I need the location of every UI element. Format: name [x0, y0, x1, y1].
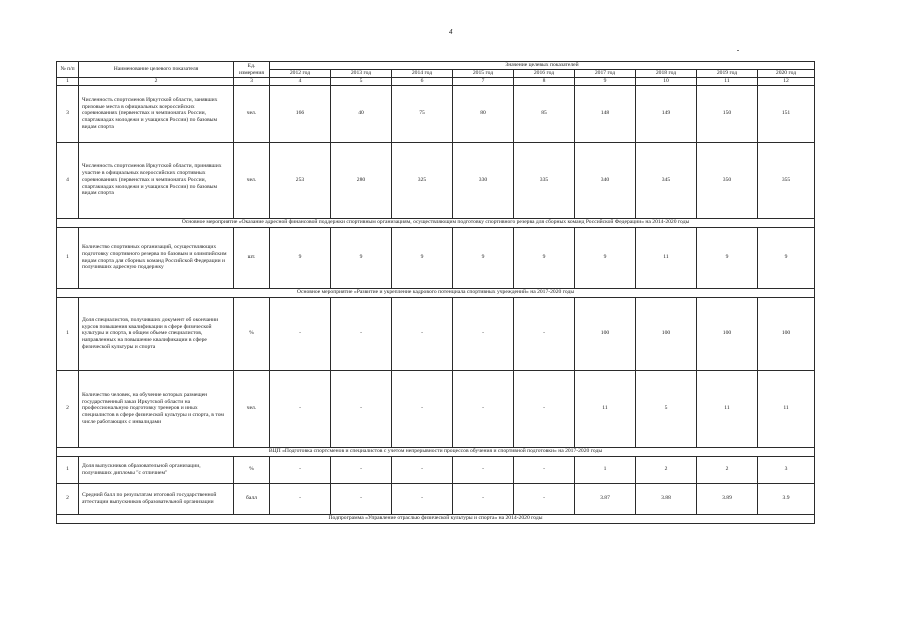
- table-row: [57, 297, 815, 370]
- header-year: 2015 год: [453, 70, 514, 78]
- row-number: 2: [57, 370, 79, 447]
- section-row: [57, 288, 815, 297]
- header-year: 2016 год: [514, 70, 575, 78]
- value-cell: -: [331, 370, 392, 447]
- row-number: 4: [57, 142, 79, 218]
- section-title: ВЦП «Подготовка спортсменов и специалистов с учетом непрерывности процессов обучения и спортивной подготовки» на 2017-2020 годы: [57, 447, 815, 456]
- unit-cell: чел.: [234, 85, 270, 142]
- value-cell: -: [453, 370, 514, 447]
- header-year: 2017 год: [575, 70, 636, 78]
- unit-cell: шт.: [234, 227, 270, 288]
- unit-cell: балл: [234, 483, 270, 514]
- column-numbers-row: [57, 78, 815, 86]
- value-cell: 3.9: [758, 483, 815, 514]
- value-cell: 75: [392, 85, 453, 142]
- value-cell: 9: [758, 227, 815, 288]
- value-cell: 3.88: [636, 483, 697, 514]
- value-cell: -: [331, 297, 392, 370]
- value-cell: 149: [636, 85, 697, 142]
- value-cell: 3.87: [575, 483, 636, 514]
- section-row: [57, 447, 815, 456]
- header-year: 2019 год: [697, 70, 758, 78]
- value-cell: 3: [758, 456, 815, 483]
- value-cell: 148: [575, 85, 636, 142]
- value-cell: -: [453, 456, 514, 483]
- value-cell: 80: [453, 85, 514, 142]
- value-cell: 85: [514, 85, 575, 142]
- unit-cell: чел.: [234, 370, 270, 447]
- indicator-name: Доля специалистов, получивших документ об окончании курсов повышения квалификации в сфере физической культуры и спорта, в общем объеме специалистов, направленных на повышение квалификации в сфере физической культуры и спорта: [79, 297, 234, 370]
- value-cell: 9: [331, 227, 392, 288]
- value-cell: -: [392, 483, 453, 514]
- value-cell: 340: [575, 142, 636, 218]
- column-number: 3: [234, 78, 270, 86]
- value-cell: -: [392, 370, 453, 447]
- value-cell: -: [270, 297, 331, 370]
- indicator-name: Доля выпускников образовательной организации, получивших дипломы "с отличием": [79, 456, 234, 483]
- unit-cell: %: [234, 456, 270, 483]
- column-number: 1: [57, 78, 79, 86]
- table-row: [57, 456, 815, 483]
- header-year: 2013 год: [331, 70, 392, 78]
- row-number: 1: [57, 227, 79, 288]
- column-number: 4: [270, 78, 331, 86]
- header-year: 2014 год: [392, 70, 453, 78]
- target-indicators-table: [56, 61, 815, 524]
- table-row: [57, 227, 815, 288]
- indicator-name: Средний балл по результатам итоговой государственной аттестации выпускников образовательной организации: [79, 483, 234, 514]
- value-cell: -: [514, 483, 575, 514]
- indicator-name: Численность спортсменов Иркутской области, принявших участие в официальных всероссийских спортивных соревнованиях (первенствах и чемпионатах России, спартакиадах молодежи и учащихся России) по базовым видам спорта: [79, 142, 234, 218]
- table-row: [57, 483, 815, 514]
- value-cell: 9: [270, 227, 331, 288]
- scan-speck: [737, 50, 739, 51]
- value-cell: 253: [270, 142, 331, 218]
- section-row: [57, 514, 815, 523]
- value-cell: 9: [575, 227, 636, 288]
- header-num: № п/п: [57, 62, 79, 78]
- value-cell: 9: [392, 227, 453, 288]
- value-cell: -: [453, 297, 514, 370]
- row-number: 1: [57, 297, 79, 370]
- value-cell: 151: [758, 85, 815, 142]
- header-values: Значение целевых показателей: [270, 62, 815, 70]
- value-cell: 335: [514, 142, 575, 218]
- header-unit: Ед. измерения: [234, 62, 270, 78]
- indicator-name: Численность спортсменов Иркутской области, занявших призовые места в официальных всероссийских соревнованиях (первенствах и чемпионатах России, спартакиадах молодежи и учащихся России) по базовым видам спорта: [79, 85, 234, 142]
- header-year: 2020 год: [758, 70, 815, 78]
- value-cell: 355: [758, 142, 815, 218]
- value-cell: 325: [392, 142, 453, 218]
- value-cell: 100: [758, 297, 815, 370]
- header-year: 2018 год: [636, 70, 697, 78]
- section-row: [57, 218, 815, 227]
- unit-cell: чел.: [234, 142, 270, 218]
- value-cell: 100: [575, 297, 636, 370]
- value-cell: 330: [453, 142, 514, 218]
- value-cell: 166: [270, 85, 331, 142]
- value-cell: -: [331, 456, 392, 483]
- value-cell: 3.89: [697, 483, 758, 514]
- section-title: Подпрограмма «Управление отраслью физической культуры и спорта» на 2014-2020 годы: [57, 514, 815, 523]
- value-cell: 11: [758, 370, 815, 447]
- row-number: 1: [57, 456, 79, 483]
- value-cell: 100: [697, 297, 758, 370]
- column-number: 9: [575, 78, 636, 86]
- value-cell: -: [270, 483, 331, 514]
- header-year: 2012 год: [270, 70, 331, 78]
- column-number: 5: [331, 78, 392, 86]
- table-row: [57, 142, 815, 218]
- value-cell: -: [331, 483, 392, 514]
- value-cell: 2: [697, 456, 758, 483]
- value-cell: 9: [514, 227, 575, 288]
- unit-cell: %: [234, 297, 270, 370]
- value-cell: -: [514, 456, 575, 483]
- table-row: [57, 85, 815, 142]
- row-number: 2: [57, 483, 79, 514]
- header-name: Наименование целевого показателя: [79, 62, 234, 78]
- table-body: [57, 85, 815, 523]
- value-cell: 9: [453, 227, 514, 288]
- value-cell: 11: [636, 227, 697, 288]
- value-cell: 2: [636, 456, 697, 483]
- section-title: Основное мероприятие «Развитие и укрепление кадрового потенциала спортивных учреждений» на 2017-2020 годы: [57, 288, 815, 297]
- value-cell: -: [392, 297, 453, 370]
- page-number: 4: [449, 28, 453, 36]
- section-title: Основное мероприятие «Оказание адресной финансовой поддержки спортивным организациям, осуществляющим подготовку спортивного резерва для сборных команд Российской Федерации» на 2014-2020 годы: [57, 218, 815, 227]
- value-cell: 9: [697, 227, 758, 288]
- column-number: 10: [636, 78, 697, 86]
- table-row: [57, 370, 815, 447]
- value-cell: 40: [331, 85, 392, 142]
- value-cell: 11: [697, 370, 758, 447]
- header-row-top: [57, 62, 815, 70]
- value-cell: -: [514, 370, 575, 447]
- value-cell: 350: [697, 142, 758, 218]
- column-number: 8: [514, 78, 575, 86]
- value-cell: 1: [575, 456, 636, 483]
- column-number: 6: [392, 78, 453, 86]
- value-cell: 100: [636, 297, 697, 370]
- value-cell: -: [514, 297, 575, 370]
- column-number: 12: [758, 78, 815, 86]
- row-number: 3: [57, 85, 79, 142]
- value-cell: -: [270, 456, 331, 483]
- value-cell: 345: [636, 142, 697, 218]
- value-cell: -: [270, 370, 331, 447]
- value-cell: 11: [575, 370, 636, 447]
- column-number: 11: [697, 78, 758, 86]
- indicator-name: Количество человек, на обучение которых размещен государственный заказ Иркутской области на профессиональную подготовку тренеров и иных специалистов в сфере физической культуры и спорта, в том числе работающих с инвалидами: [79, 370, 234, 447]
- value-cell: -: [453, 483, 514, 514]
- column-number: 2: [79, 78, 234, 86]
- value-cell: 280: [331, 142, 392, 218]
- indicator-name: Количество спортивных организаций, осуществляющих подготовку спортивного резерва по базовым и олимпийским видам спорта для сборных команд Российской Федерации и получивших адресную поддержку: [79, 227, 234, 288]
- column-number: 7: [453, 78, 514, 86]
- value-cell: -: [392, 456, 453, 483]
- value-cell: 150: [697, 85, 758, 142]
- value-cell: 5: [636, 370, 697, 447]
